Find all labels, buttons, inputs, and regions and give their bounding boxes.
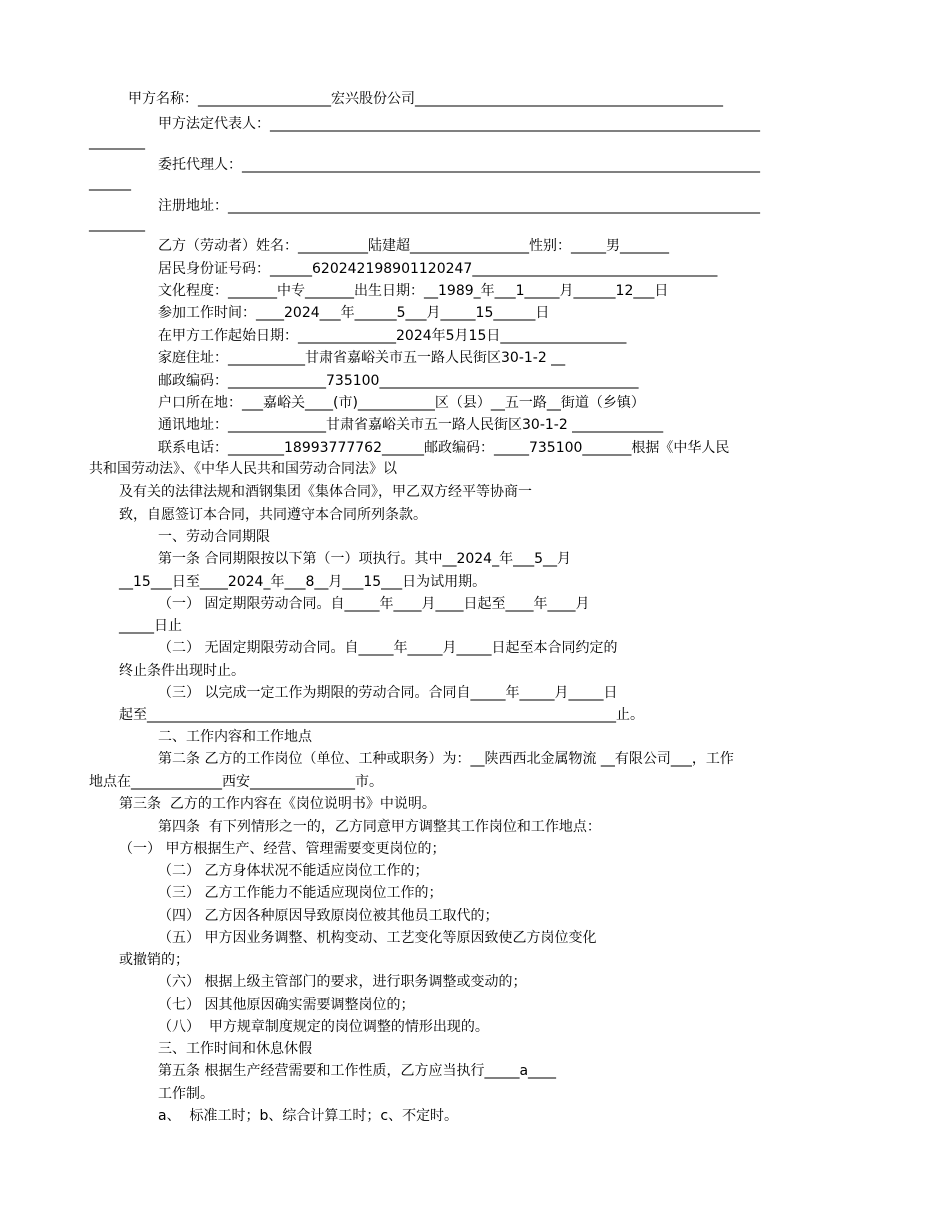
party-b-home-address: 家庭住址：___________甘肃省嘉峪关市五一路人民街区30-1-2 __ [158,350,566,366]
term-option-3-end: 起至___________________________________________________________________止。 [119,707,644,723]
article-4-item-7: （七） 因其他原因确实需要调整岗位的； [158,997,415,1013]
term-option-1-end: _____日止 [119,618,182,634]
article-4-item-5: （五） 甲方因业务调整、机构变动、工艺变化等原因致使乙方岗位变化 [158,930,597,946]
party-a-agent-line: 委托代理人：__________________________________________________________________________ [158,157,760,173]
preamble-line-3: 致，自愿签订本合同，共同遵守本合同所列条款。 [119,507,427,523]
party-a-legal-rep-overflow: ________ [89,134,145,150]
section-2-heading: 二、工作内容和工作地点 [158,729,312,745]
term-option-3: （三） 以完成一定工作为期限的劳动合同。合同自_____年_____月_____日 [158,685,618,701]
party-a-legal-rep-line: 甲方法定代表人：______________________________________________________________________ [158,116,760,132]
section-1-heading: 一、劳动合同期限 [158,529,270,545]
article-4-item-2: （二） 乙方身体状况不能适应岗位工作的； [158,863,429,879]
party-b-education-birth: 文化程度：_______中专_______出生日期：__1989_年___1_____月______12___日 [158,283,669,299]
article-2: 第二条 乙方的工作岗位（单位、工种或职务）为：__陕西西北金属物流 __有限公司___，工作 [158,751,734,767]
article-5-end: 工作制。 [158,1086,214,1102]
party-b-work-start: 参加工作时间：____2024___年______5___月_____15______日 [158,305,550,321]
article-4-item-3: （三） 乙方工作能力不能适应现岗位工作的； [158,885,443,901]
party-a-agent-overflow: ______ [89,175,131,191]
article-2-location: 地点在_____________西安_______________市。 [89,774,383,790]
party-b-postcode: 邮政编码：______________735100_____________________________________ [158,373,639,389]
party-b-household-register: 户口所在地：___嘉峪关____(市)___________区（县）__五一路__街道（乡镇） [158,395,645,411]
party-b-name-gender: 乙方（劳动者）姓名：__________陆建超_________________性别：_____男_______ [158,238,669,254]
article-1: 第一条 合同期限按以下第（一）项执行。其中__2024_年___5__月 [158,551,571,567]
article-4-item-5-end: 或撤销的； [119,952,189,968]
party-a-address-overflow: ________ [89,216,145,232]
party-b-id-number: 居民身份证号码：______620242198901120247___________________________________ [158,261,718,277]
term-option-1: （一） 固定期限劳动合同。自_____年____月____日起至____年____月 [158,596,590,612]
article-4-item-4: （四） 乙方因各种原因导致原岗位被其他员工取代的； [158,908,499,924]
article-4: 第四条 有下列情形之一的，乙方同意甲方调整其工作岗位和工作地点： [158,819,601,835]
article-4-item-1: （一） 甲方根据生产、经营、管理需要变更岗位的； [119,841,446,857]
article-3: 第三条 乙方的工作内容在《岗位说明书》中说明。 [119,796,436,812]
preamble-line-1: 共和国劳动法》、《中华人民共和国劳动合同法》以 [89,461,397,477]
section-3-heading: 三、工作时间和休息休假 [158,1041,312,1057]
party-b-mailing-address: 通讯地址：______________甘肃省嘉峪关市五一路人民街区30-1-2 _____________ [158,417,664,433]
party-b-employment-start: 在甲方工作起始日期：______________2024年5月15日__________________ [158,328,627,344]
party-b-phone-postcode: 联系电话：________18993777762______邮政编码：_____735100_______根据《中华人民 [158,440,730,456]
article-5-options: a、 标准工时；b、综合计算工时；c、不定时。 [158,1108,459,1124]
preamble-line-2: 及有关的法律法规和酒钢集团《集体合同》，甲乙双方经平等协商一 [119,484,532,500]
article-4-item-6: （六） 根据上级主管部门的要求，进行职务调整或变动的； [158,974,527,990]
term-option-2-end: 终止条件出现时止。 [119,663,245,679]
article-5: 第五条 根据生产经营需要和工作性质，乙方应当执行_____a____ [158,1063,557,1079]
article-4-item-8: （八） 甲方规章制度规定的岗位调整的情形出现的。 [158,1019,489,1035]
term-option-2: （二） 无固定期限劳动合同。自_____年_____月_____日起至本合同约定的 [158,640,618,656]
article-1-probation: __15___日至____2024_年___8__月___15___日为试用期。 [119,574,487,590]
party-a-name-line: 甲方名称：___________________宏兴股份公司____________________________________________ [128,91,723,107]
party-a-address-line: 注册地址：____________________________________________________________________________ [158,198,760,214]
